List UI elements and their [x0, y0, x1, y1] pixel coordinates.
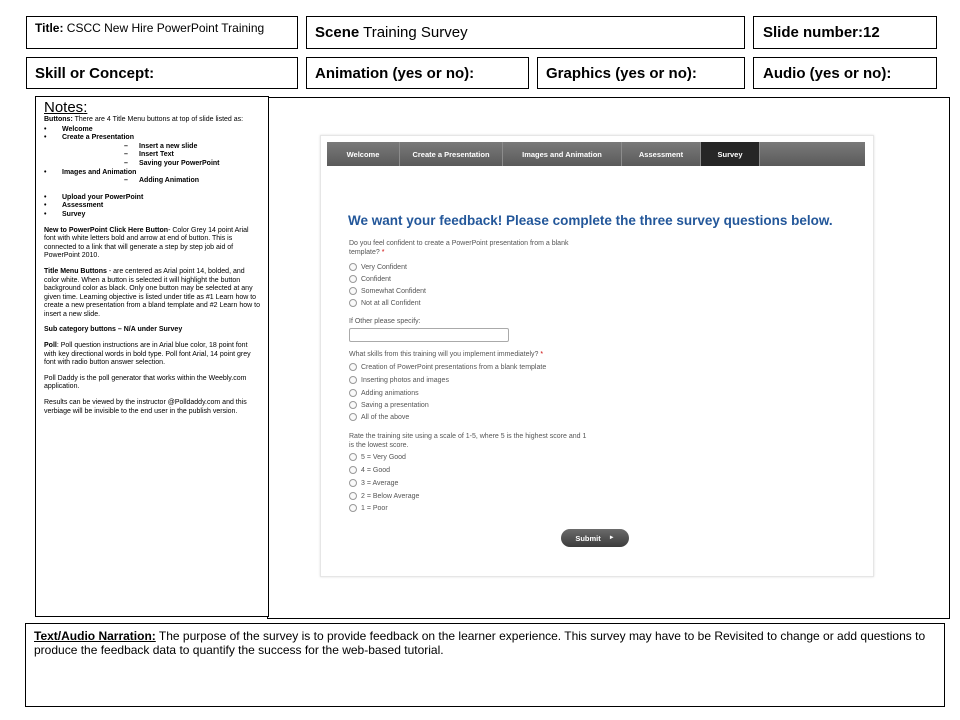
- list-item: • Upload your PowerPoint: [44, 194, 260, 203]
- option-label: 5 = Very Good: [361, 453, 406, 461]
- scene-value: Training Survey: [359, 24, 468, 41]
- audio-label: Audio (yes or no):: [753, 57, 937, 89]
- new-to-ppt-text: - Color Grey 14 point Arial font with white letters bold and arrow at end of button. This is connected to a link that will generate a step by step job aid of PowerPoint 2010.: [44, 226, 249, 260]
- graphics-label: Graphics (yes or no):: [537, 57, 745, 89]
- buttons-intro: There are 4 Title Menu buttons at top of slide listed as:: [72, 116, 244, 123]
- radio-option[interactable]: [349, 400, 429, 410]
- question-2-text: What skills from this training will you implement immediately?: [349, 351, 539, 358]
- nav-survey[interactable]: Survey: [701, 142, 760, 166]
- radio-button[interactable]: [349, 287, 357, 295]
- radio-option[interactable]: [349, 465, 390, 475]
- title-value: CSCC New Hire PowerPoint Training: [63, 21, 265, 35]
- list-item: – Saving your PowerPoint: [44, 160, 260, 169]
- poll-label: Poll: [44, 342, 57, 350]
- skill-concept-label: Skill or Concept:: [26, 57, 298, 89]
- new-to-ppt-label: New to PowerPoint Click Here Button: [44, 226, 169, 234]
- radio-button[interactable]: [349, 413, 357, 421]
- radio-option[interactable]: [349, 478, 398, 488]
- option-label: 1 = Poor: [361, 504, 388, 512]
- option-label: All of the above: [361, 413, 410, 421]
- radio-option[interactable]: [349, 452, 406, 462]
- list-item: • Create a Presentation: [44, 134, 260, 143]
- radio-button[interactable]: [349, 363, 357, 371]
- notes-title: [44, 99, 260, 116]
- radio-option[interactable]: [349, 412, 409, 422]
- menu-list: [44, 126, 260, 220]
- notes-panel: [35, 96, 269, 617]
- nav-assessment[interactable]: Assessment: [622, 142, 701, 166]
- list-item: • Welcome: [44, 126, 260, 135]
- title-label: Title:: [35, 21, 64, 35]
- results-note: Results can be viewed by the instructor @Polldaddy.com and this verbiage will be invisible to the end user in the publish version.: [44, 399, 247, 415]
- list-item: – Adding Animation: [44, 177, 260, 186]
- question-3: Rate the training site using a scale of 1-5, where 5 is the highest score and 1 is the lowest score.: [349, 433, 587, 449]
- radio-button[interactable]: [349, 466, 357, 474]
- option-label: 4 = Good: [361, 466, 390, 474]
- radio-button[interactable]: [349, 504, 357, 512]
- radio-button[interactable]: [349, 401, 357, 409]
- radio-button[interactable]: [349, 275, 357, 283]
- nav-welcome[interactable]: Welcome: [327, 142, 400, 166]
- poll-text: : Poll question instructions are in Arial blue color, 18 point font with key directional words in bold type. Poll font Arial, 14 point grey font with radio button answer selection.: [44, 342, 251, 367]
- narration-label: Text/Audio Narration:: [34, 629, 156, 643]
- option-label: Very Confident: [361, 263, 407, 271]
- radio-option[interactable]: [349, 503, 388, 513]
- option-label: Inserting photos and images: [361, 376, 449, 384]
- scene-box: [306, 16, 745, 49]
- notes-title-text: Notes: [44, 99, 84, 116]
- survey-heading: We want your feedback! Please complete the three survey questions below.: [348, 213, 833, 228]
- radio-button[interactable]: [349, 299, 357, 307]
- list-item: – Insert Text: [44, 151, 260, 160]
- other-label: If Other please specify:: [349, 318, 421, 325]
- required-mark: *: [540, 351, 544, 358]
- nav-create-presentation[interactable]: Create a Presentation: [400, 142, 503, 166]
- radio-option[interactable]: [349, 298, 421, 308]
- title-menu-text: - are centered as Arial point 14, bolded, and color white. When a button is selected it will highlight the button background color as black. Only one button may be selected at any given time. Learning objective is listed under title as #1 Learn how to create a new presentation from a bland template and #2 Learn how to insert a new slide.: [44, 267, 260, 318]
- radio-button[interactable]: [349, 389, 357, 397]
- title-box: [26, 16, 298, 49]
- submit-button[interactable]: [561, 529, 629, 547]
- radio-option[interactable]: [349, 262, 407, 272]
- radio-button[interactable]: [349, 376, 357, 384]
- slide-number: Slide number:12: [753, 16, 937, 49]
- radio-option[interactable]: [349, 362, 546, 372]
- required-mark: *: [381, 249, 385, 256]
- title-menu: [327, 142, 865, 166]
- poll-daddy-note: Poll Daddy is the poll generator that works within the Weebly.com application.: [44, 374, 247, 391]
- play-arrow-icon: ►: [608, 535, 615, 541]
- survey-webpage: [320, 135, 874, 577]
- radio-option[interactable]: [349, 286, 426, 296]
- buttons-label: Buttons:: [44, 116, 73, 123]
- option-label: 3 = Average: [361, 479, 399, 487]
- submit-label: Submit: [575, 533, 601, 543]
- radio-button[interactable]: [349, 492, 357, 500]
- list-item: • Images and Animation: [44, 169, 260, 178]
- notes-title-colon: :: [83, 99, 88, 116]
- list-item: • Assessment: [44, 202, 260, 211]
- radio-option[interactable]: [349, 375, 449, 385]
- question-1-text: Do you feel confident to create a PowerPoint presentation from a blank template?: [349, 240, 569, 256]
- nav-images-animation[interactable]: Images and Animation: [503, 142, 622, 166]
- option-label: Creation of PowerPoint presentations from a blank template: [361, 363, 547, 371]
- radio-button[interactable]: [349, 479, 357, 487]
- option-label: Somewhat Confident: [361, 287, 426, 295]
- list-item: • Survey: [44, 211, 260, 220]
- option-label: Adding animations: [361, 389, 419, 397]
- narration-box: [25, 623, 945, 707]
- other-specify-input[interactable]: [349, 328, 509, 342]
- radio-button[interactable]: [349, 263, 357, 271]
- question-1: [349, 239, 589, 257]
- title-menu-label: Title Menu Buttons: [44, 267, 107, 275]
- radio-button[interactable]: [349, 453, 357, 461]
- scene-label: Scene: [315, 24, 360, 41]
- option-label: Confident: [361, 275, 391, 283]
- option-label: 2 = Below Average: [361, 492, 420, 500]
- option-label: Saving a presentation: [361, 401, 429, 409]
- option-label: Not at all Confident: [361, 299, 421, 307]
- radio-option[interactable]: [349, 274, 391, 284]
- question-2: [349, 350, 649, 359]
- animation-label: Animation (yes or no):: [306, 57, 529, 89]
- list-item: – Insert a new slide: [44, 143, 260, 152]
- narration-text: The purpose of the survey is to provide feedback on the learner experience. This survey may have to be Revisited to change or add questions to produce the feedback data to quantify the success for the web-based tutorial.: [34, 629, 926, 657]
- radio-option[interactable]: [349, 388, 419, 398]
- radio-option[interactable]: [349, 491, 419, 501]
- sub-category-note: Sub category buttons – N/A under Survey: [44, 326, 183, 334]
